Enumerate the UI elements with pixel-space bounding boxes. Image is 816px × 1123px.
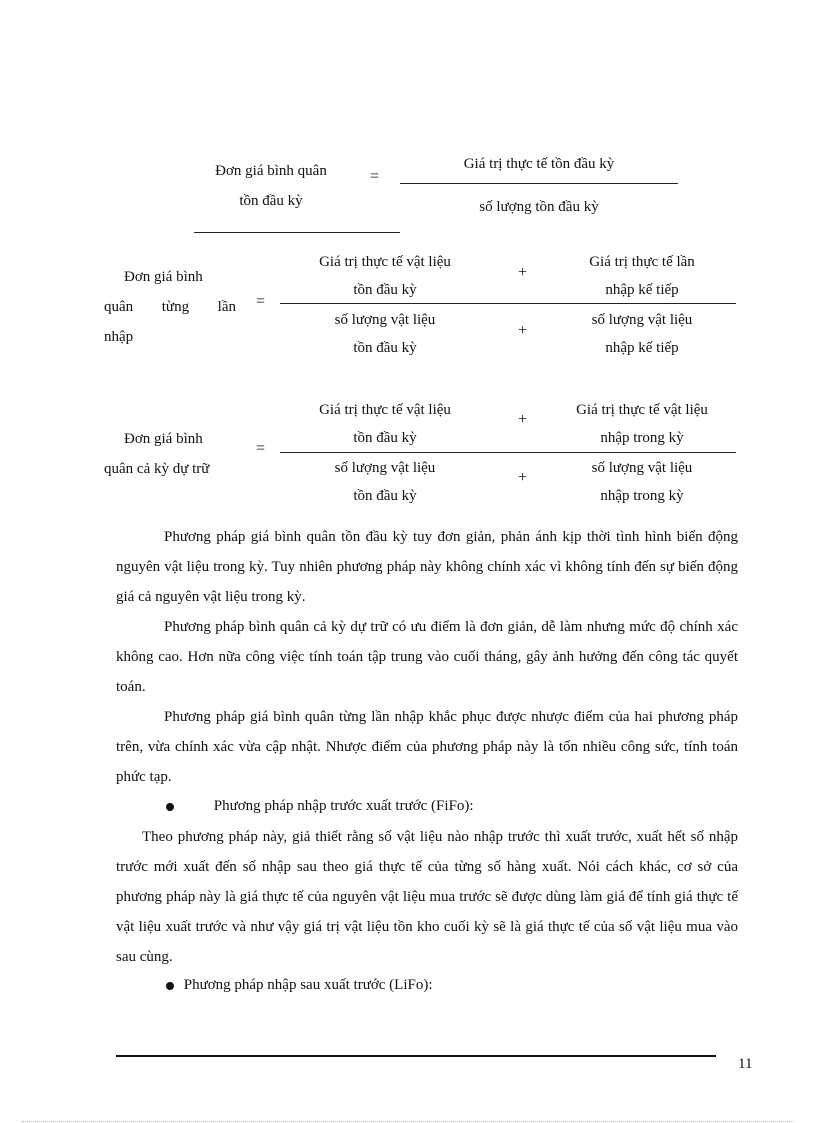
formula2-num-b-line1: Giá trị thực tế lần (589, 254, 695, 270)
formula3-den-a-line2: tồn đầu kỳ (353, 488, 417, 504)
formula2-num-a-line1: Giá trị thực tế vật liệu (319, 254, 451, 270)
formula3-num-b-line1: Giá trị thực tế vật liệu (576, 402, 708, 418)
paragraph-2: Phương pháp bình quân cả kỳ dự trữ có ưu điểm là đơn giản, dễ làm nhưng mức độ chính xác không cao. Hơn nữa công việc tính toán tập trung vào cuối tháng, gây ảnh hưởng đến công tác quyết toán. (116, 619, 738, 695)
formula3-num-b (556, 396, 728, 452)
formula2-lhs (104, 262, 236, 352)
formula1-lhs-line2: tồn đầu kỳ (239, 193, 303, 209)
bullet-fifo-text: Phương pháp nhập trước xuất trước (FiFo): (213, 798, 474, 814)
formula2-num-a-line2: tồn đầu kỳ (353, 282, 417, 298)
bullet-lifo (166, 977, 433, 994)
formula3-num-a (300, 396, 470, 452)
formula1-underline (194, 232, 400, 233)
formula2-equals: = (256, 293, 266, 310)
formula2-num-b-line2: nhập kế tiếp (605, 282, 679, 298)
formula3-den-b-line2: nhập trong kỳ (600, 488, 684, 504)
formula3-den-a-line1: số lượng vật liệu (334, 460, 436, 476)
formula2-plus-bottom: + (518, 322, 528, 339)
formula3-plus-top: + (518, 411, 528, 428)
formula2-den-a-line1: số lượng vật liệu (334, 312, 436, 328)
formula2-den-a-line2: tồn đầu kỳ (353, 340, 417, 356)
formula2-den-b-line1: số lượng vật liệu (591, 312, 693, 328)
formula2-plus-top: + (518, 264, 528, 281)
formula2-lhs-line3: nhập (104, 329, 134, 345)
formula1-numerator: Giá trị thực tế tồn đầu kỳ (463, 156, 615, 172)
formula2-den-b (560, 306, 724, 362)
bullet-dot-icon (166, 982, 174, 990)
page-bottom-border (22, 1121, 794, 1122)
formula3-den-b (556, 454, 728, 510)
formula2-den-b-line2: nhập kế tiếp (605, 340, 679, 356)
formula2-num-a (300, 248, 470, 304)
formula3-lhs-line1: Đơn giá bình (124, 431, 203, 447)
formula1-denominator: số lượng tồn đầu kỳ (479, 199, 599, 215)
formula1-equals: = (370, 168, 380, 185)
paragraph-4: Theo phương pháp này, giả thiết rằng số vật liệu nào nhập trước thì xuất trước, xuất hết số nhập trước mới xuất đến số nhập sau theo giá thực tế của từng số hàng xuất. Nói cách khác, cơ sở của phương pháp này là giá thực tế của nguyên vật liệu mua trước sẽ được dùng làm giá để tính giá thực tế vật liệu xuất trước và như vậy giá trị vật liệu tồn kho cuối kỳ sẽ là giá thực tế của số vật liệu mua vào sau cùng. (116, 829, 738, 965)
paragraph-3: Phương pháp giá bình quân từng lần nhập khắc phục được nhược điểm của hai phương pháp trên, vừa chính xác vừa cập nhật. Nhược điểm của phương pháp này là tốn nhiều công sức, tính toán phức tạp. (116, 709, 738, 785)
formula3-den-a (300, 454, 470, 510)
paragraph-1: Phương pháp giá bình quân tồn đầu kỳ tuy đơn giản, phản ánh kịp thời tình hình biến động nguyên vật liệu trong kỳ. Tuy nhiên phương pháp này không chính xác vì không tính đến sự biến động giá cả nguyên vật liệu trong kỳ. (116, 529, 738, 605)
formula3-lhs (104, 424, 254, 484)
footer-rule (116, 1055, 716, 1057)
formula2-num-b (560, 248, 724, 304)
formula2-lhs-line1: Đơn giá bình (124, 269, 203, 285)
bullet-dot-icon (166, 803, 174, 811)
formula3-den-b-line1: số lượng vật liệu (591, 460, 693, 476)
formula2-den-a (300, 306, 470, 362)
formula1-fraction-bar (400, 183, 678, 184)
bullet-fifo (166, 798, 474, 815)
formula3-num-a-line1: Giá trị thực tế vật liệu (319, 402, 451, 418)
formula1-lhs-line1: Đơn giá bình quân (215, 163, 327, 179)
formula3-plus-bottom: + (518, 469, 528, 486)
formula3-num-a-line2: tồn đầu kỳ (353, 430, 417, 446)
formula2-lhs-line2: quân từng lần (104, 299, 236, 315)
formula2-fraction-bar (280, 303, 736, 304)
formula3-equals: = (256, 440, 266, 457)
formula1-lhs (196, 156, 346, 216)
page-number: 11 (738, 1056, 753, 1072)
bullet-lifo-text: Phương pháp nhập sau xuất trước (LiFo): (183, 977, 433, 993)
formula3-lhs-line2: quân cả kỳ dự trữ (104, 461, 210, 477)
formula3-num-b-line2: nhập trong kỳ (600, 430, 684, 446)
formula3-fraction-bar (280, 452, 736, 453)
